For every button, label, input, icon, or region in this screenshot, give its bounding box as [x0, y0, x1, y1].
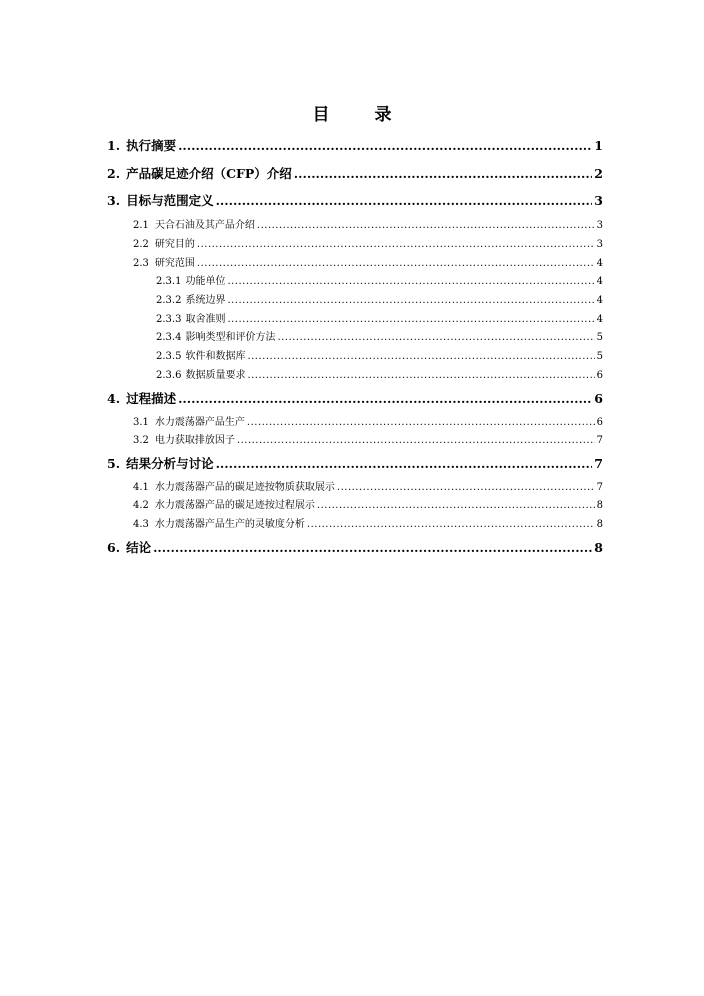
toc-entry-title: 水力震荡器产品的碳足迹按物质获取展示	[154, 482, 335, 493]
toc-entry-page-number: 5	[596, 332, 603, 343]
toc-entry-number: 2.3	[133, 258, 149, 269]
toc-dot-leader	[227, 314, 594, 325]
toc-entry-page-number: 8	[594, 540, 603, 555]
toc-entry-page-number: 6	[594, 391, 603, 406]
toc-entry-title: 电力获取排放因子	[154, 435, 235, 446]
toc-entry[interactable]	[107, 136, 603, 154]
toc-entry-number: 6.	[107, 540, 121, 555]
toc-entry-page-number: 7	[596, 435, 603, 446]
toc-entry[interactable]	[107, 191, 603, 209]
toc-entry[interactable]	[156, 366, 603, 381]
toc-entry[interactable]	[156, 272, 603, 287]
toc-dot-leader	[227, 276, 594, 287]
toc-entry-page-number: 4	[596, 258, 603, 269]
toc-dot-leader	[277, 332, 594, 343]
toc-entry-number: 2.2	[133, 239, 149, 250]
toc-entry-page-number: 2	[594, 166, 603, 181]
toc-entry-page-number: 7	[594, 456, 603, 471]
toc-entry-number: 3.1	[133, 417, 149, 428]
toc-entry[interactable]	[133, 235, 603, 250]
toc-entry-number: 4.1	[133, 482, 149, 493]
toc-entry-title: 目标与范围定义	[126, 193, 214, 208]
toc-dot-leader	[307, 519, 595, 530]
toc-entry-title: 影响类型和评价方法	[185, 332, 276, 343]
toc-dot-leader	[247, 351, 594, 362]
toc-entry-page-number: 4	[596, 295, 603, 306]
toc-entry-page-number: 8	[596, 519, 603, 530]
toc-entry-title: 取舍准则	[185, 314, 226, 325]
toc-entry-title: 数据质量要求	[185, 370, 246, 381]
toc-entry-title: 结果分析与讨论	[126, 456, 214, 471]
toc-entry[interactable]	[133, 496, 603, 511]
toc-dot-leader	[317, 500, 595, 511]
toc-dot-leader	[237, 435, 595, 446]
toc-entry-title: 水力震荡器产品生产	[154, 417, 245, 428]
toc-entry-title: 研究目的	[154, 239, 195, 250]
toc-entry-number: 4.3	[133, 519, 149, 530]
toc-entry[interactable]	[133, 216, 603, 231]
toc-entry-number: 1.	[107, 138, 121, 153]
toc-entry-page-number: 3	[596, 239, 603, 250]
toc-entry-title: 过程描述	[126, 391, 177, 406]
toc-entry[interactable]	[133, 254, 603, 269]
toc-entry[interactable]	[156, 291, 603, 306]
toc-entry-page-number: 8	[596, 500, 603, 511]
toc-entry[interactable]	[133, 478, 603, 493]
toc-entry[interactable]	[156, 328, 603, 343]
toc-entry[interactable]	[133, 431, 603, 446]
toc-entry-title: 结论	[126, 540, 152, 555]
toc-entry[interactable]	[107, 454, 603, 472]
toc-entry-number: 4.	[107, 391, 121, 406]
toc-dot-leader	[197, 239, 595, 250]
toc-entry-page-number: 5	[596, 351, 603, 362]
toc-entry-number: 3.	[107, 193, 121, 208]
toc-dot-leader	[257, 220, 595, 231]
toc-dot-leader	[216, 456, 593, 471]
toc-entry-number: 2.1	[133, 220, 149, 231]
toc-entry-page-number: 3	[594, 193, 603, 208]
toc-entry-title: 功能单位	[185, 276, 226, 287]
toc-dot-leader	[247, 417, 595, 428]
toc-dot-leader	[247, 370, 594, 381]
toc-entry[interactable]	[156, 310, 603, 325]
toc-entry-number: 2.3.4	[156, 332, 182, 343]
toc-dot-leader	[197, 258, 595, 269]
toc-entry-page-number: 3	[596, 220, 603, 231]
toc-entry-number: 2.3.5	[156, 351, 182, 362]
toc-entry-title: 执行摘要	[126, 138, 177, 153]
toc-dot-leader	[153, 540, 592, 555]
toc-entry-title: 天合石油及其产品介绍	[154, 220, 255, 231]
toc-entry-page-number: 6	[596, 370, 603, 381]
toc-entry-number: 2.3.6	[156, 370, 182, 381]
toc-entry-number: 3.2	[133, 435, 149, 446]
toc-entry-number: 5.	[107, 456, 121, 471]
toc-entry-number: 2.3.2	[156, 295, 182, 306]
toc-entry[interactable]	[107, 538, 603, 556]
toc-entry-page-number: 4	[596, 314, 603, 325]
toc-dot-leader	[337, 482, 595, 493]
toc-dot-leader	[178, 391, 592, 406]
toc-entry[interactable]	[107, 389, 603, 407]
toc-entry-title: 水力震荡器产品生产的灵敏度分析	[154, 519, 305, 530]
page-title: 目 录	[312, 105, 406, 125]
toc-entry-title: 产品碳足迹介绍（CFP）介绍	[126, 166, 292, 181]
toc-entry-page-number: 4	[596, 276, 603, 287]
toc-dot-leader	[294, 166, 593, 181]
toc-entry-number: 4.2	[133, 500, 149, 511]
toc-entry-title: 水力震荡器产品的碳足迹按过程展示	[154, 500, 315, 511]
toc-entry-page-number: 6	[596, 417, 603, 428]
toc-entry[interactable]	[156, 347, 603, 362]
toc-entry-number: 2.3.1	[156, 276, 182, 287]
toc-dot-leader	[178, 138, 592, 153]
toc-entry-title: 系统边界	[185, 295, 226, 306]
toc-entry-title: 研究范围	[154, 258, 195, 269]
toc-entry-page-number: 1	[594, 138, 603, 153]
toc-entry[interactable]	[133, 413, 603, 428]
toc-entry-number: 2.3.3	[156, 314, 182, 325]
toc-entry[interactable]	[107, 164, 603, 182]
toc-entry-title: 软件和数据库	[185, 351, 246, 362]
toc-entry[interactable]	[133, 515, 603, 530]
toc-dot-leader	[216, 193, 593, 208]
toc-dot-leader	[227, 295, 594, 306]
toc-entry-number: 2.	[107, 166, 121, 181]
toc-entry-page-number: 7	[596, 482, 603, 493]
